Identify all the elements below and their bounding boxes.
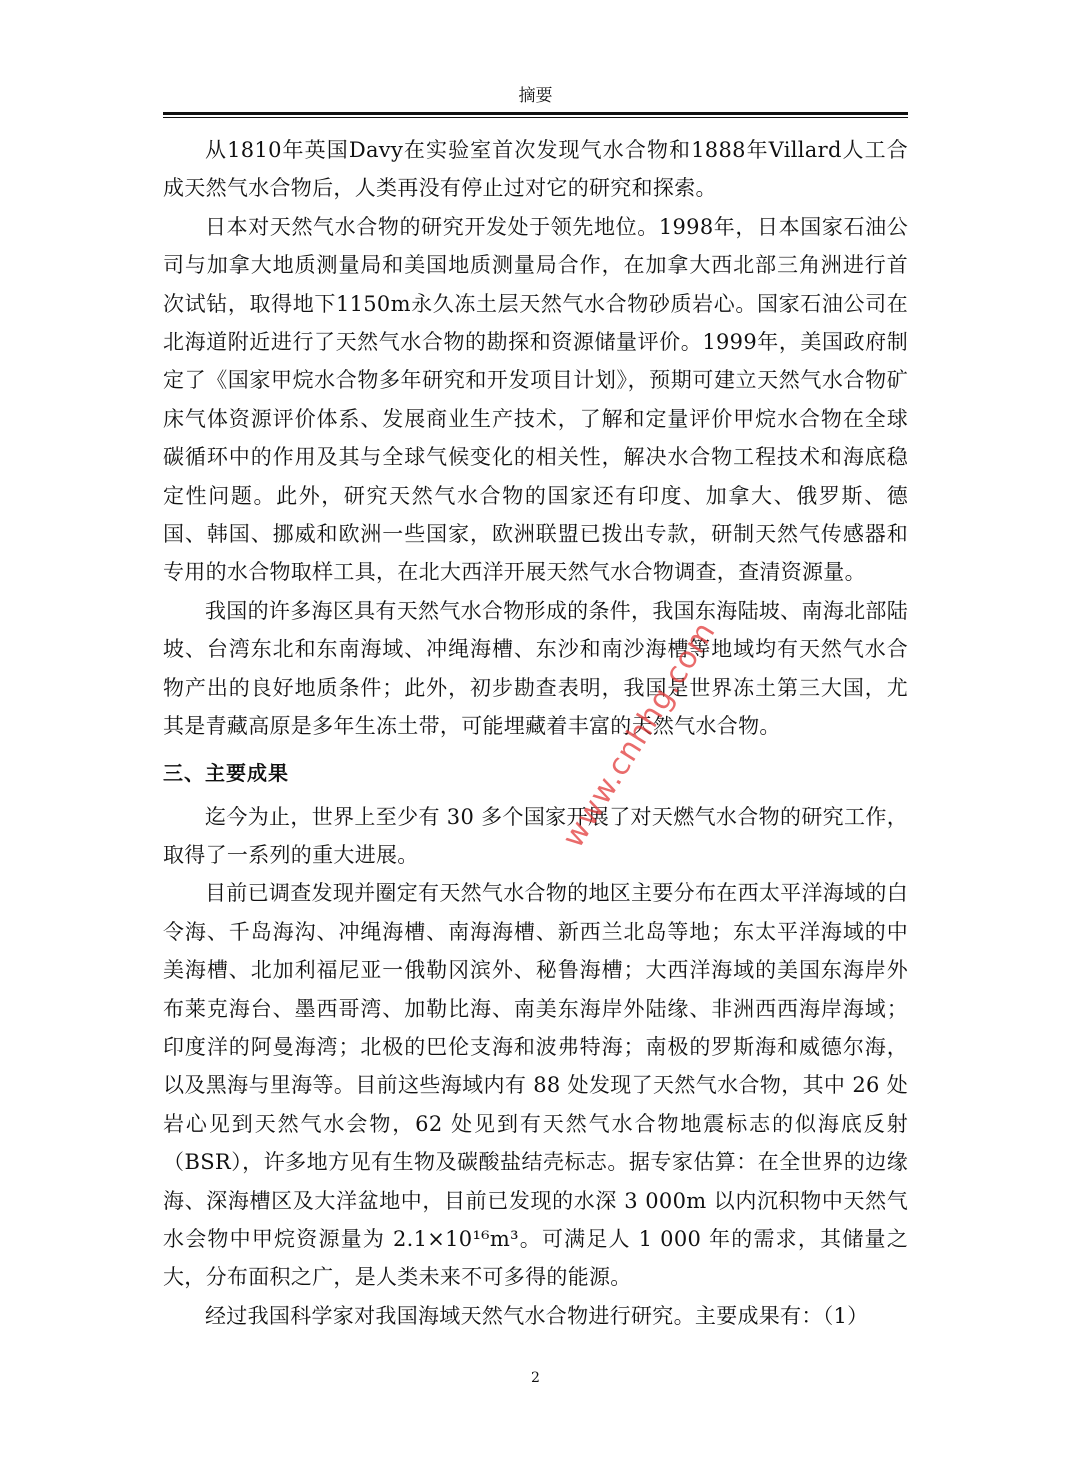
running-header-title: 摘要 xyxy=(518,86,553,106)
paragraph: 迄今为止，世界上至少有 30 多个国家开展了对天燃气水合物的研究工作，取得了一系列的重大进展。 xyxy=(163,804,908,867)
paragraph: 经过我国科学家对我国海域天然气水合物进行研究。主要成果有：（1） xyxy=(205,1303,869,1328)
paragraph: 我国的许多海区具有天然气水合物形成的条件，我国东海陆坡、南海北部陆坡、台湾东北和东南海域、冲绳海槽、东沙和南沙海槽等地域均有天然气水合物产出的良好地质条件；此外，初步勘查表明，我国是世界冻土第三大国，尤其是青藏高原是多年生冻土带，可能埋藏着丰富的天然气水合物。 xyxy=(163,598,908,739)
page-number: 2 xyxy=(531,1370,540,1386)
paragraph: 日本对天然气水合物的研究开发处于领先地位。1998年，日本国家石油公司与加拿大地质测量局和美国地质测量局合作，在加拿大西北部三角洲进行首次试钻，取得地下1150m永久冻土层天然气水合物砂质岩心。国家石油公司在北海道附近进行了天然气水合物的勘探和资源储量评价。1999年，美国政府制定了《国家甲烷水合物多年研究和开发项目计划》，预期可建立天然气水合物矿床气体资源评价体系、发展商业生产技术，了解和定量评价甲烷水合物在全球碳循环中的作用及其与全球气候变化的相关性，解决水合物工程技术和海底稳定性问题。此外，研究天然气水合物的国家还有印度、加拿大、俄罗斯、德国、韩国、挪威和欧洲一些国家，欧洲联盟已拨出专款，研制天然气传感器和专用的水合物取样工具，在北大西洋开展天然气水合物调查，查清资源量。 xyxy=(163,214,908,585)
section-heading: 三、主要成果 xyxy=(163,760,289,785)
header-rule-thin xyxy=(163,117,908,118)
paragraph: 目前已调查发现并圈定有天然气水合物的地区主要分布在西太平洋海域的白令海、千岛海沟、冲绳海槽、南海海槽、新西兰北岛等地；东太平洋海域的中美海槽、北加利福尼亚一俄勒冈滨外、秘鲁海槽；大西洋海域的美国东海岸外布莱克海台、墨西哥湾、加勒比海、南美东海岸外陆缘、非洲西西海岸海域；印度洋的阿曼海湾；北极的巴伦支海和波弗特海；南极的罗斯海和威德尔海，以及黑海与里海等。目前这些海域内有 88 处发现了天然气水合物，其中 26 处岩心见到天然气水会物，62 处见到有天然气水合物地震标志的似海底反射（BSR），许多地方见有生物及碳酸盐结壳标志。据专家估算：在全世界的边缘海、深海槽区及大洋盆地中，目前已发现的水深 3 000m 以内沉积物中天然气水会物中甲烷资源量为 2.1×10¹⁶m³。可满足人 1 000 年的需求，其储量之大，分布面积之广，是人类未来不可多得的能源。 xyxy=(163,881,908,1290)
watermark: www.cnhhg.com xyxy=(555,615,723,854)
body-text xyxy=(163,131,908,1335)
paragraph: 从1810年英国Davy在实验室首次发现气水合物和1888年Villard人工合成天然气水合物后，人类再没有停止过对它的研究和探索。 xyxy=(163,138,908,201)
header-rule xyxy=(163,112,908,115)
